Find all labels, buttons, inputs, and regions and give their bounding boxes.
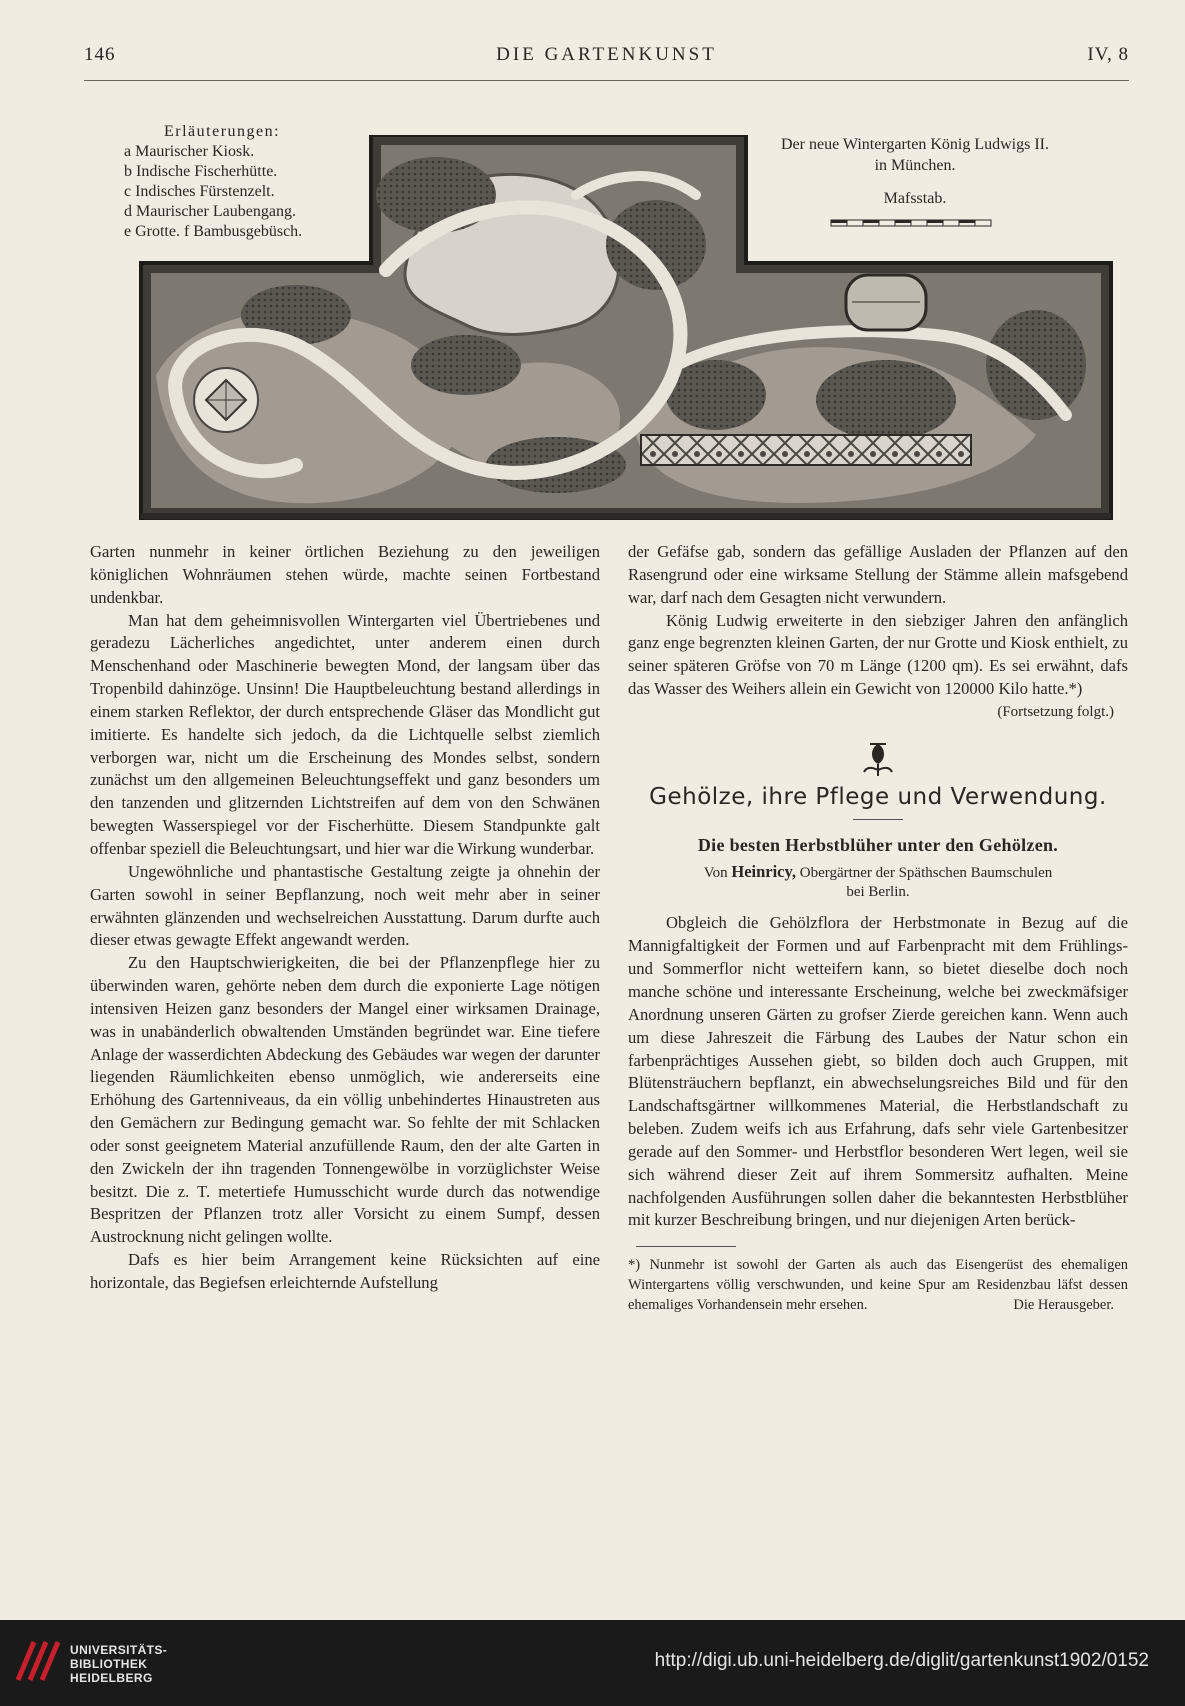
byline-place: bei Berlin. — [846, 884, 910, 901]
byline-prefix: Von — [703, 865, 728, 882]
scale-label: Mafsstab. — [883, 190, 947, 207]
right-text-column — [628, 541, 1128, 1315]
paragraph: der Gefäfse gab, sondern das gefällige Ausladen der Pflanzen auf den Rasengrund oder eine wirksame Stellung der Stämme allein mafsgebend war, darf nach dem Gesagten nicht verwundern. — [628, 542, 1128, 607]
byline — [628, 862, 1128, 902]
paragraph: König Ludwig erweiterte in den siebziger Jahren den anfänglich ganz enge begrenzten kleinen Garten, der nur Grotte und Kiosk enthielt, zu seiner späteren Gröfse von 70 m Länge (1200 qm). Es sei erwähnt, dafs das Wasser des Weihers allein ein Gewicht von 120000 Kilo hatte.*) — [628, 610, 1128, 699]
legend-item: d Maurischer Laubengang. — [124, 203, 296, 220]
legend-item: b Indische Fischerhütte. — [124, 163, 278, 180]
legend-item: c Indisches Fürstenzelt. — [124, 183, 275, 200]
library-emblem-icon — [14, 1638, 60, 1684]
library-name-line1: UNIVERSITÄTS- — [70, 1643, 168, 1657]
figure-caption — [720, 134, 1110, 229]
paragraph: Garten nunmehr in keiner örtlichen Beziehung zu den jeweiligen königlichen Wohnräumen stehen würde, machte seinen Fortbestand undenkbar. — [90, 542, 600, 607]
library-name-line2: BIBLIOTHEK — [70, 1657, 148, 1671]
left-text-column — [90, 541, 600, 1295]
library-logo — [14, 1638, 168, 1689]
page-number: 146 — [84, 44, 116, 65]
header-rule — [84, 80, 1129, 81]
paragraph: Ungewöhnliche und phantastische Gestaltung zeigte ja ohnehin der Garten sowohl in seiner Bepflanzung, noch weit mehr aber in seiner erwähnten glänzenden und wechselreichen Ausstattung. Darum durfte auch dieser etwas gewagte Effekt angewandt werden. — [90, 861, 600, 950]
journal-title: DIE GARTENKUNST — [496, 44, 717, 65]
paragraph: Man hat dem geheimnisvollen Wintergarten viel Übertriebenes und geradezu Lächerliches angedichtet, unter anderem einen durch Menschenhand oder Maschinerie bewegten Mond, der langsam über das Tropenbild dahinzöge. Unsinn! Die Hauptbeleuchtung bestand allerdings in einem starken Reflektor, der durch entsprechende Gläser das Mondlicht gut imitierte. Es handelte sich jedoch, da die Lichtquelle selbst ziemlich verborgen war, nicht um die Erscheinung des Mondes selbst, sondern zunächst um den allgemeinen Beleuchtungseffekt und ganz besonders um den tanzenden und glitzernden Lichtstreifen auf dem von den Schwänen bewegten Wasserspiegel vor der Fischerhütte. Diesem Standpunkte galt offenbar speziell die Beleuchtungsart, und hier war die Wirkung wunderbar. — [90, 610, 600, 858]
paragraph: Zu den Hauptschwierigkeiten, die bei der Pflanzenpflege hier zu überwinden waren, gehörte neben dem durch die exponierte Lage nötigen intensiven Heizen ganz besonders der Mangel einer wirksamen Drainage, was in unabänderlich obwaltenden Umständen begründet war. Eine tiefere Anlage der wasserdichten Abdeckung des Gebäudes war wegen der darunter liegenden Räumlichkeiten ebenso unmöglich, wie andererseits eine Erhöhung des Gartenniveaus, da ein völlig unbehindertes Hinaustreten aus den Gemächern zur Bedingung gemacht war. So fehlte der mit Schlacken oder sonst geeignetem Material anzufüllende Raum, den der alte Garten in den Zwickeln der ihn tragenden Tonnengewölbe in vorzüglichster Weise besitzt. Die z. T. metertiefe Humusschicht wurde durch das notwendige Bespritzen der Pflanzen trotz aller Vorsicht zu einem Sumpf, dessen Austrocknung nicht gelingen wollte. — [90, 953, 600, 1247]
tulip-ornament-icon — [628, 738, 1128, 778]
scale-bar — [830, 217, 1000, 229]
byline-position: Obergärtner der Späthschen Baumschulen — [799, 865, 1053, 882]
legend-item: a Maurischer Kiosk. — [124, 143, 255, 160]
byline-author: Heinricy, — [731, 862, 796, 882]
figure-legend — [124, 122, 302, 242]
volume-number: IV, 8 — [1087, 44, 1129, 65]
legend-title: Erläuterungen: — [164, 123, 281, 140]
library-name-line3: HEIDELBERG — [70, 1671, 153, 1685]
footnote — [628, 1255, 1128, 1315]
divider — [853, 819, 903, 820]
running-header — [84, 44, 1129, 74]
footnote-rule — [636, 1246, 736, 1247]
paragraph: Dafs es hier beim Arrangement keine Rücksichten auf eine horizontale, das Begiefsen erleichternde Aufstellung — [90, 1250, 600, 1292]
source-url-link[interactable]: http://digi.ub.uni-heidelberg.de/diglit/gartenkunst1902/0152 — [654, 1650, 1149, 1671]
caption-subtitle: in München. — [874, 157, 956, 174]
continuation-note: (Fortsetzung folgt.) — [997, 703, 1114, 720]
legend-item: e Grotte. f Bambusgebüsch. — [124, 223, 303, 240]
paragraph: Obgleich die Gehölzflora der Herbstmonate in Bezug auf die Mannigfaltigkeit der Formen und auf Farbenpracht mit dem Frühlings- und Sommerflor nicht wetteifern kann, so bietet dieselbe doch noch manche schöne und interessante Erscheinung, welche bei zweckmäfsiger Anordnung unseren Gärten zu grofser Zierde gereichen kann. Wenn auch um diese Jahreszeit die Färbung des Laubes der Natur schon ein farbenprächtiges Aussehen giebt, so bilden doch auch Gruppen, mit Blütensträuchern bepflanzt, ein abwechselungsreiches Bild und für den Landschaftsgärtner willkommenes Material, die Herbstlandschaft zu beleben. Zudem weifs ich aus Erfahrung, dafs sehr viele Gartenbesitzer gerade auf den Sommer- und Herbstflor besonderen Wert legen, weil sie sich während dieser Zeit auf ihrem Sommersitz aufhalten. Meine nachfolgenden Ausführungen sollen daher die bekanntesten Herbstblüher mit kurzer Beschreibung bringen, und nur diejenigen Arten berück- — [628, 913, 1128, 1230]
article-title: Die besten Herbstblüher unter den Gehölzen. — [697, 834, 1059, 855]
section-title: Gehölze, ihre Pflege und Verwendung. — [649, 783, 1107, 810]
footnote-signature: Die Herausgeber. — [1013, 1297, 1114, 1314]
footnote-text: *) Nunmehr ist sowohl der Garten als auch das Eisengerüst des ehemaligen Wintergartens völlig verschwunden, und keine Spur am Residenzbau läfst dessen ehemaliges Vorhandensein mehr ersehen. — [628, 1257, 1128, 1314]
caption-title: Der neue Wintergarten König Ludwigs II. — [780, 136, 1050, 153]
digitization-footer — [0, 1620, 1185, 1706]
